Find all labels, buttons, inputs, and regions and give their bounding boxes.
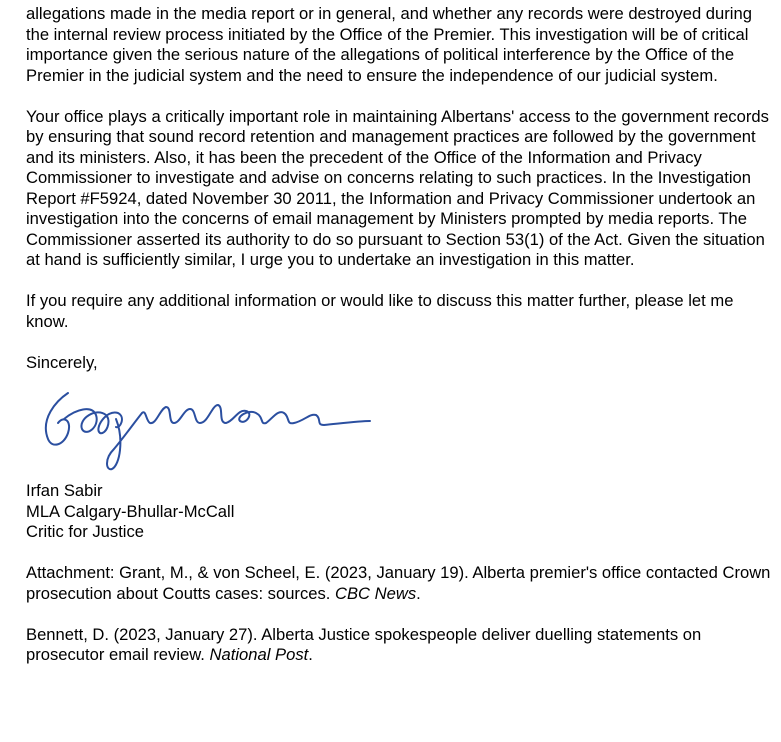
signatory-name: Irfan Sabir <box>26 481 103 500</box>
handwritten-signature <box>26 379 386 475</box>
attachment-source: CBC News <box>335 583 417 603</box>
paragraph-investigation-importance: allegations made in the media report or in general, and whether any records were destroyed during the internal review process initiated by the Office of the Premier. This investigation will be of critical importance given the serious nature of the allegations of political interference by the Office of the Premier in the judicial system and the need to ensure the independence of our judicial system. <box>26 4 752 85</box>
attachment-citation: Attachment: Grant, M., & von Scheel, E. (2023, January 19). Alberta premier's office contacted Crown prosecution about Coutts cases: sources. <box>26 563 771 603</box>
second-reference <box>26 625 776 666</box>
signatory-title: MLA Calgary-Bhullar-McCall <box>26 501 235 521</box>
paragraph-request-info: If you require any additional information or would like to discuss this matter further, please let me know. <box>26 291 734 331</box>
attachment-end: . <box>416 583 421 603</box>
paragraph-office-role: Your office plays a critically important role in maintaining Albertans' access to the government records by ensuring that sound record retention and management practices are followed by the government and its ministers. Also, it has been the precedent of the Office of the Information and Privacy Commissioner to investigate and advise on concerns relating to such practices. In the Investigation Report #F5924, dated November 30 2011, the Information and Privacy Commissioner undertook an investigation into the concerns of email management by Ministers prompted by media reports. The Commissioner asserted its authority to do so pursuant to Section 53(1) of the Act. Given the situation at hand is sufficiently similar, I urge you to undertake an investigation in this matter. <box>26 106 769 269</box>
closing-salutation: Sincerely, <box>26 352 98 372</box>
attachment-reference <box>26 563 776 604</box>
second-reference-end: . <box>308 645 313 664</box>
second-reference-source: National Post <box>209 645 309 664</box>
letter-page <box>26 4 776 666</box>
second-reference-citation: Bennett, D. (2023, January 27). Alberta Justice spokespeople deliver duelling statements on prosecutor email review. <box>26 624 702 664</box>
signatory-role: Critic for Justice <box>26 522 145 541</box>
